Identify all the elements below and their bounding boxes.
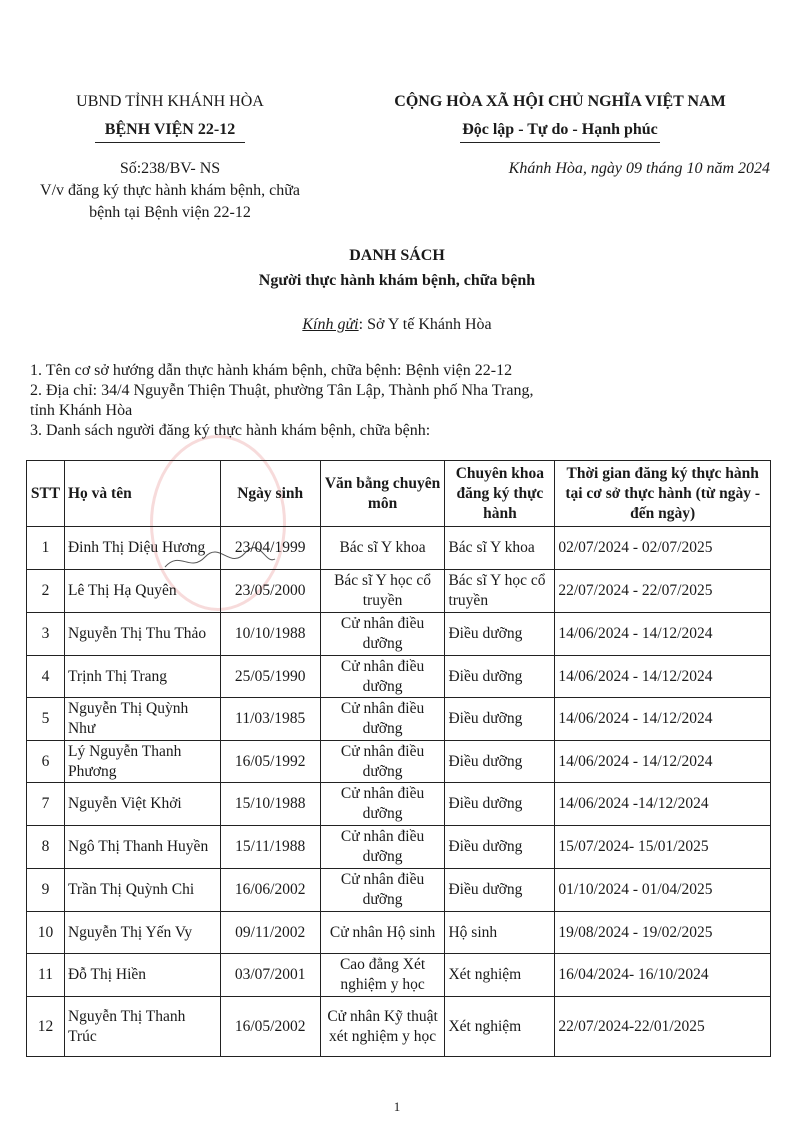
cell-degree: Cử nhân Kỹ thuật xét nghiệm y học — [320, 997, 445, 1057]
cell-stt: 7 — [27, 783, 65, 826]
cell-degree: Cử nhân điều dưỡng — [320, 698, 445, 741]
cell-period: 14/06/2024 - 14/12/2024 — [555, 656, 771, 698]
organization-name: BỆNH VIỆN 22-12 — [104, 121, 236, 138]
cell-degree: Cử nhân điều dưỡng — [320, 826, 445, 869]
table-row — [27, 997, 771, 1057]
cell-degree: Bác sĩ Y học cổ truyền — [320, 570, 445, 613]
table-row — [27, 954, 771, 997]
cell-specialty: Điều dưỡng — [445, 869, 555, 912]
cell-dob: 11/03/1985 — [220, 698, 320, 741]
issuer-block — [40, 92, 300, 223]
cell-period: 01/10/2024 - 01/04/2025 — [555, 869, 771, 912]
cell-period: 22/07/2024-22/01/2025 — [555, 997, 771, 1057]
col-header-name: Họ và tên — [64, 461, 220, 527]
cell-dob: 16/05/2002 — [220, 997, 320, 1057]
cell-stt: 2 — [27, 570, 65, 613]
table-row — [27, 741, 771, 783]
cell-dob: 25/05/1990 — [220, 656, 320, 698]
motto: Độc lập - Tự do - Hạnh phúc — [462, 121, 658, 138]
cell-name: Nguyễn Thị Yến Vy — [64, 912, 220, 954]
cell-stt: 10 — [27, 912, 65, 954]
cell-specialty: Điều dưỡng — [445, 826, 555, 869]
cell-period: 19/08/2024 - 19/02/2025 — [555, 912, 771, 954]
col-header-period: Thời gian đăng ký thực hành tại cơ sở thực hành (từ ngày - đến ngày) — [555, 461, 771, 527]
cell-dob: 03/07/2001 — [220, 954, 320, 997]
page-number: 1 — [393, 1099, 401, 1114]
info-item: 3. Danh sách người đăng ký thực hành khám bệnh, chữa bệnh: — [30, 422, 431, 439]
table-header-row — [27, 461, 771, 527]
cell-degree: Cử nhân điều dưỡng — [320, 869, 445, 912]
motto-underline — [460, 142, 660, 143]
cell-name: Trần Thị Quỳnh Chi — [64, 869, 220, 912]
cell-name: Ngô Thị Thanh Huyền — [64, 826, 220, 869]
table-row — [27, 783, 771, 826]
cell-stt: 11 — [27, 954, 65, 997]
country-name: CỘNG HÒA XÃ HỘI CHỦ NGHĨA VIỆT NAM — [394, 93, 726, 110]
header-underline — [95, 142, 245, 143]
cell-name: Đỗ Thị Hiền — [64, 954, 220, 997]
document-subtitle: Người thực hành khám bệnh, chữa bệnh — [258, 272, 536, 289]
cell-specialty: Bác sĩ Y khoa — [445, 527, 555, 570]
cell-degree: Cử nhân điều dưỡng — [320, 741, 445, 783]
cell-degree: Cử nhân điều dưỡng — [320, 783, 445, 826]
cell-specialty: Điều dưỡng — [445, 741, 555, 783]
table-row — [27, 570, 771, 613]
col-header-specialty: Chuyên khoa đăng ký thực hành — [445, 461, 555, 527]
col-header-dob: Ngày sinh — [220, 461, 320, 527]
table-row — [27, 613, 771, 656]
cell-stt: 9 — [27, 869, 65, 912]
cell-dob: 23/05/2000 — [220, 570, 320, 613]
subject-line-1: V/v đăng ký thực hành khám bệnh, chữa — [40, 182, 300, 199]
col-header-degree: Văn bằng chuyên môn — [320, 461, 445, 527]
col-header-stt: STT — [27, 461, 65, 527]
cell-dob: 15/11/1988 — [220, 826, 320, 869]
document-date: Khánh Hòa, ngày 09 tháng 10 năm 2024 — [508, 160, 770, 177]
cell-specialty: Bác sĩ Y học cổ truyền — [445, 570, 555, 613]
cell-period: 16/04/2024- 16/10/2024 — [555, 954, 771, 997]
cell-stt: 4 — [27, 656, 65, 698]
cell-period: 14/06/2024 - 14/12/2024 — [555, 613, 771, 656]
cell-period: 14/06/2024 - 14/12/2024 — [555, 741, 771, 783]
cell-name: Nguyễn Thị Quỳnh Như — [64, 698, 220, 741]
cell-dob: 23/04/1999 — [220, 527, 320, 570]
table-row — [27, 826, 771, 869]
cell-period: 02/07/2024 - 02/07/2025 — [555, 527, 771, 570]
cell-name: Lý Nguyễn Thanh Phương — [64, 741, 220, 783]
table-row — [27, 527, 771, 570]
parent-organization: UBND TỈNH KHÁNH HÒA — [76, 93, 264, 110]
cell-dob: 15/10/1988 — [220, 783, 320, 826]
cell-dob: 16/05/1992 — [220, 741, 320, 783]
cell-specialty: Xét nghiệm — [445, 997, 555, 1057]
recipient-name: : Sở Y tế Khánh Hòa — [358, 316, 492, 333]
cell-dob: 09/11/2002 — [220, 912, 320, 954]
cell-stt: 12 — [27, 997, 65, 1057]
cell-stt: 3 — [27, 613, 65, 656]
cell-period: 14/06/2024 - 14/12/2024 — [555, 698, 771, 741]
table-row — [27, 912, 771, 954]
cell-period: 22/07/2024 - 22/07/2025 — [555, 570, 771, 613]
cell-period: 15/07/2024- 15/01/2025 — [555, 826, 771, 869]
cell-specialty: Xét nghiệm — [445, 954, 555, 997]
cell-specialty: Điều dưỡng — [445, 656, 555, 698]
registrant-table — [26, 460, 771, 1057]
cell-dob: 10/10/1988 — [220, 613, 320, 656]
cell-name: Nguyễn Thị Thu Thảo — [64, 613, 220, 656]
cell-dob: 16/06/2002 — [220, 869, 320, 912]
info-item: tỉnh Khánh Hòa — [30, 402, 133, 419]
table-row — [27, 698, 771, 741]
document-title: DANH SÁCH — [349, 247, 445, 264]
cell-degree: Cao đẳng Xét nghiệm y học — [320, 954, 445, 997]
cell-degree: Cử nhân điều dưỡng — [320, 656, 445, 698]
table-row — [27, 656, 771, 698]
cell-name: Trịnh Thị Trang — [64, 656, 220, 698]
recipient-label: Kính gửi — [302, 316, 359, 333]
cell-degree: Cử nhân Hộ sinh — [320, 912, 445, 954]
table-row — [27, 869, 771, 912]
cell-stt: 6 — [27, 741, 65, 783]
cell-period: 14/06/2024 -14/12/2024 — [555, 783, 771, 826]
cell-name: Đinh Thị Diệu Hương — [64, 527, 220, 570]
info-item: 2. Địa chỉ: 34/4 Nguyễn Thiện Thuật, phường Tân Lập, Thành phố Nha Trang, — [30, 382, 534, 399]
info-item: 1. Tên cơ sở hướng dẫn thực hành khám bệnh, chữa bệnh: Bệnh viện 22-12 — [30, 362, 513, 379]
cell-specialty: Điều dưỡng — [445, 783, 555, 826]
cell-degree: Bác sĩ Y khoa — [320, 527, 445, 570]
cell-name: Nguyễn Thị Thanh Trúc — [64, 997, 220, 1057]
info-list — [30, 361, 770, 441]
cell-stt: 5 — [27, 698, 65, 741]
cell-stt: 1 — [27, 527, 65, 570]
cell-specialty: Hộ sinh — [445, 912, 555, 954]
cell-stt: 8 — [27, 826, 65, 869]
cell-name: Lê Thị Hạ Quyên — [64, 570, 220, 613]
recipient-line — [0, 316, 794, 334]
cell-degree: Cử nhân điều dưỡng — [320, 613, 445, 656]
document-number: Số:238/BV- NS — [119, 160, 221, 177]
cell-specialty: Điều dưỡng — [445, 613, 555, 656]
national-header — [360, 92, 760, 143]
subject-line-2: bệnh tại Bệnh viện 22-12 — [89, 204, 251, 221]
cell-name: Nguyễn Việt Khởi — [64, 783, 220, 826]
cell-specialty: Điều dưỡng — [445, 698, 555, 741]
